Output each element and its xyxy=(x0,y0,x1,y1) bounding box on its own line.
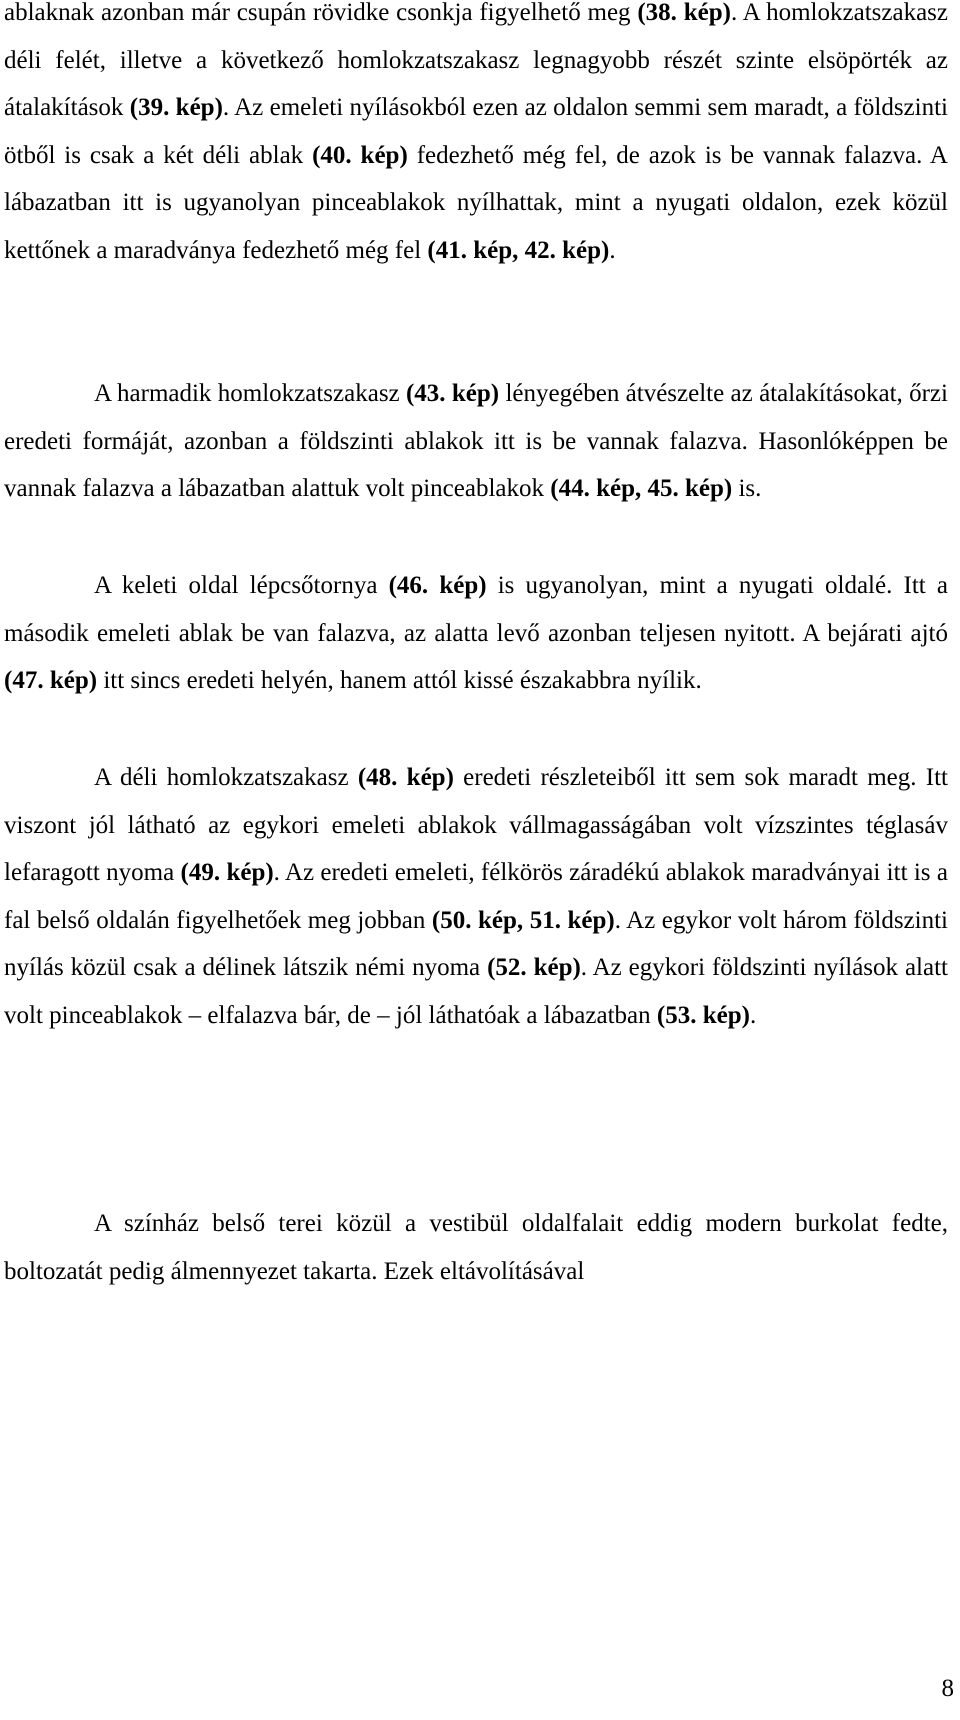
text-segment: A déli homlokzatszakasz xyxy=(94,764,358,791)
text-segment: . xyxy=(609,236,616,264)
text-segment: . xyxy=(749,1001,757,1029)
paragraph-3 xyxy=(4,562,948,705)
text-segment: . Az egykor volt három földszinti nyílás közül csak a délinek látszik némi nyoma xyxy=(4,906,948,982)
text-segment: fedezhető még fel, de azok is be vannak falazva. A lábazatban itt is ugyanolyan pinceablakok nyílhattak, mint a nyugati oldalon, ezek közül kettőnek a maradványa fedezhető még fel xyxy=(4,141,948,264)
text-segment: . Az emeleti nyílásokból ezen az oldalon semmi sem maradt, a földszinti ötből is csak a két déli ablak xyxy=(4,94,948,169)
text-segment: itt sincs eredeti helyén, hanem attól kissé északabbra nyílik. xyxy=(97,667,702,695)
paragraph-4 xyxy=(4,754,948,1040)
figure-reference: (38. kép) xyxy=(637,0,731,26)
text-segment: . A homlokzatszakasz déli felét, illetve a következő homlokzatszakasz legnagyobb részét szinte elsöpörték az átalakítások xyxy=(4,0,948,122)
text-segment: lényegében átvészelte az átalakításokat, őrzi eredeti formáját, azonban a földszinti ablakok itt is be vannak falazva. Hasonlóképpen be vannak falazva a lábazatban alattuk volt pinceablakok xyxy=(4,380,948,503)
paragraph-1 xyxy=(4,0,948,275)
paragraph-5 xyxy=(4,1200,948,1295)
paragraph-2 xyxy=(4,370,948,513)
text-segment: A színház belső terei közül a vestibül oldalfalait eddig modern burkolat fedte, boltozatát pedig álmennyezet takarta. Ezek eltávolításával xyxy=(4,1210,948,1285)
figure-reference: (46. kép) xyxy=(388,572,487,599)
figure-reference: (49. kép) xyxy=(180,859,274,887)
text-segment: A keleti oldal lépcsőtornya xyxy=(94,572,389,599)
figure-reference: (39. kép) xyxy=(129,94,223,122)
text-segment: ablaknak azonban már csupán rövidke csonkja figyelhető meg xyxy=(4,0,638,26)
figure-reference: (52. kép) xyxy=(487,954,581,982)
text-segment: . Az eredeti emeleti, félkörös záradékú ablakok maradványai itt is a fal belső oldalán figyelhetőek meg jobban xyxy=(4,859,948,934)
figure-reference: (48. kép) xyxy=(357,764,454,791)
figure-reference: (47. kép) xyxy=(4,667,98,695)
text-segment: A harmadik homlokzatszakasz xyxy=(94,380,406,407)
figure-reference: (43. kép) xyxy=(405,380,500,407)
figure-reference: (53. kép) xyxy=(656,1001,750,1029)
figure-reference: (44. kép, 45. kép) xyxy=(550,475,733,503)
text-segment: is. xyxy=(732,475,762,503)
figure-reference: (41. kép, 42. kép) xyxy=(427,236,610,264)
page-number: 8 xyxy=(941,1675,954,1702)
figure-reference: (50. kép, 51. kép) xyxy=(431,906,615,934)
text-segment: is ugyanolyan, mint a nyugati oldalé. Itt a második emeleti ablak be van falazva, az alatta levő azonban teljesen nyitott. A bejárati ajtó xyxy=(4,572,948,647)
text-segment: . Az egykori földszinti nyílások alatt volt pinceablakok – elfalazva bár, de – jól láthatóak a lábazatban xyxy=(4,954,948,1029)
text-segment: eredeti részleteiből itt sem sok maradt meg. Itt viszont jól látható az egykori emeleti ablakok vállmagasságában volt vízszintes téglasáv lefaragott nyoma xyxy=(4,764,948,887)
figure-reference: (40. kép) xyxy=(312,141,408,169)
